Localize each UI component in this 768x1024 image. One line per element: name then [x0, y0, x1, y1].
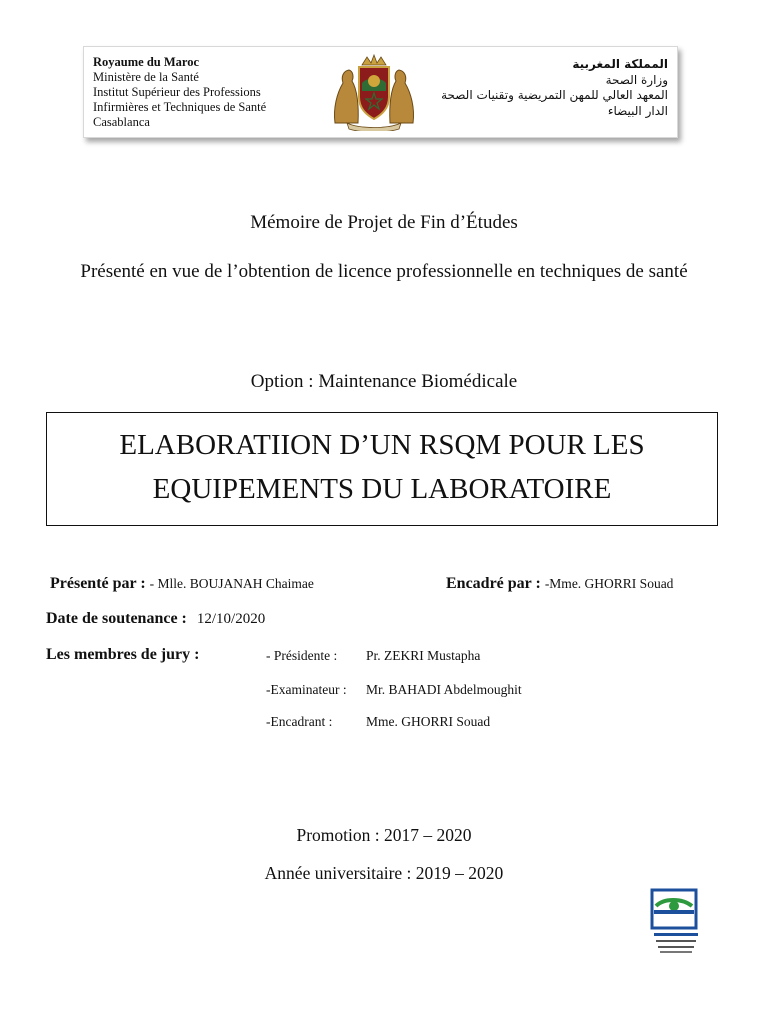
defense-date	[46, 610, 265, 628]
presented-by	[50, 575, 314, 593]
jury-member-2	[266, 682, 522, 698]
thesis-title	[119, 423, 644, 511]
defense-date-label: Date de soutenance :	[46, 610, 187, 627]
licence-statement: Présenté en vue de l’obtention de licence professionnelle en techniques de santé	[80, 261, 688, 282]
institution-header	[83, 46, 678, 138]
header-ministry-ar: وزارة الصحة	[605, 72, 668, 87]
jury-role: -Examinateur :	[266, 682, 347, 697]
defense-date-value: 12/10/2020	[196, 611, 266, 627]
memoire-heading: Mémoire de Projet de Fin d’Études	[250, 212, 518, 233]
jury-name: Mme. GHORRI Souad	[366, 714, 491, 729]
supervised-by	[446, 575, 673, 593]
jury-role: -Encadrant :	[266, 714, 333, 729]
institute-logo-icon	[618, 888, 708, 958]
jury-name: Mr. BAHADI Abdelmoughit	[366, 682, 522, 697]
jury-name: Pr. ZEKRI Mustapha	[366, 648, 481, 663]
jury-member-1	[266, 648, 481, 664]
academic-year-line: Année universitaire : 2019 – 2020	[264, 863, 504, 883]
header-country-ar: المملكة المغربية	[572, 57, 668, 71]
header-institute-ar: المعهد العالي للمهن التمريضية وتقنيات الصحة	[441, 88, 668, 102]
header-institute-2: Infirmières et Techniques de Santé	[93, 100, 267, 114]
header-city-ar: الدار البيضاء	[607, 103, 668, 118]
header-left-text	[93, 55, 266, 130]
jury-member-3	[266, 714, 491, 730]
presented-by-label: Présenté par :	[50, 575, 146, 592]
supervised-by-value: -Mme. GHORRI Souad	[544, 576, 674, 591]
presented-by-value: - Mlle. BOUJANAH Chaimae	[149, 576, 314, 591]
header-ministry: Ministère de la Santé	[93, 70, 199, 84]
header-city: Casablanca	[93, 115, 150, 129]
jury-label: Les membres de jury :	[46, 646, 200, 663]
supervised-by-label: Encadré par :	[446, 575, 541, 592]
coat-of-arms-icon	[329, 53, 419, 131]
header-institute-1: Institut Supérieur des Professions	[93, 85, 261, 99]
thesis-title-line-1: ELABORATIION D’UN RSQM POUR LES	[119, 429, 645, 461]
promotion-line: Promotion : 2017 – 2020	[296, 825, 472, 845]
header-country: Royaume du Maroc	[93, 55, 200, 69]
thesis-title-box	[46, 412, 718, 526]
thesis-title-line-2: EQUIPEMENTS DU LABORATOIRE	[152, 473, 612, 505]
jury-role: - Présidente :	[266, 648, 338, 663]
option-line: Option : Maintenance Biomédicale	[250, 371, 518, 392]
header-right-text	[441, 57, 668, 119]
